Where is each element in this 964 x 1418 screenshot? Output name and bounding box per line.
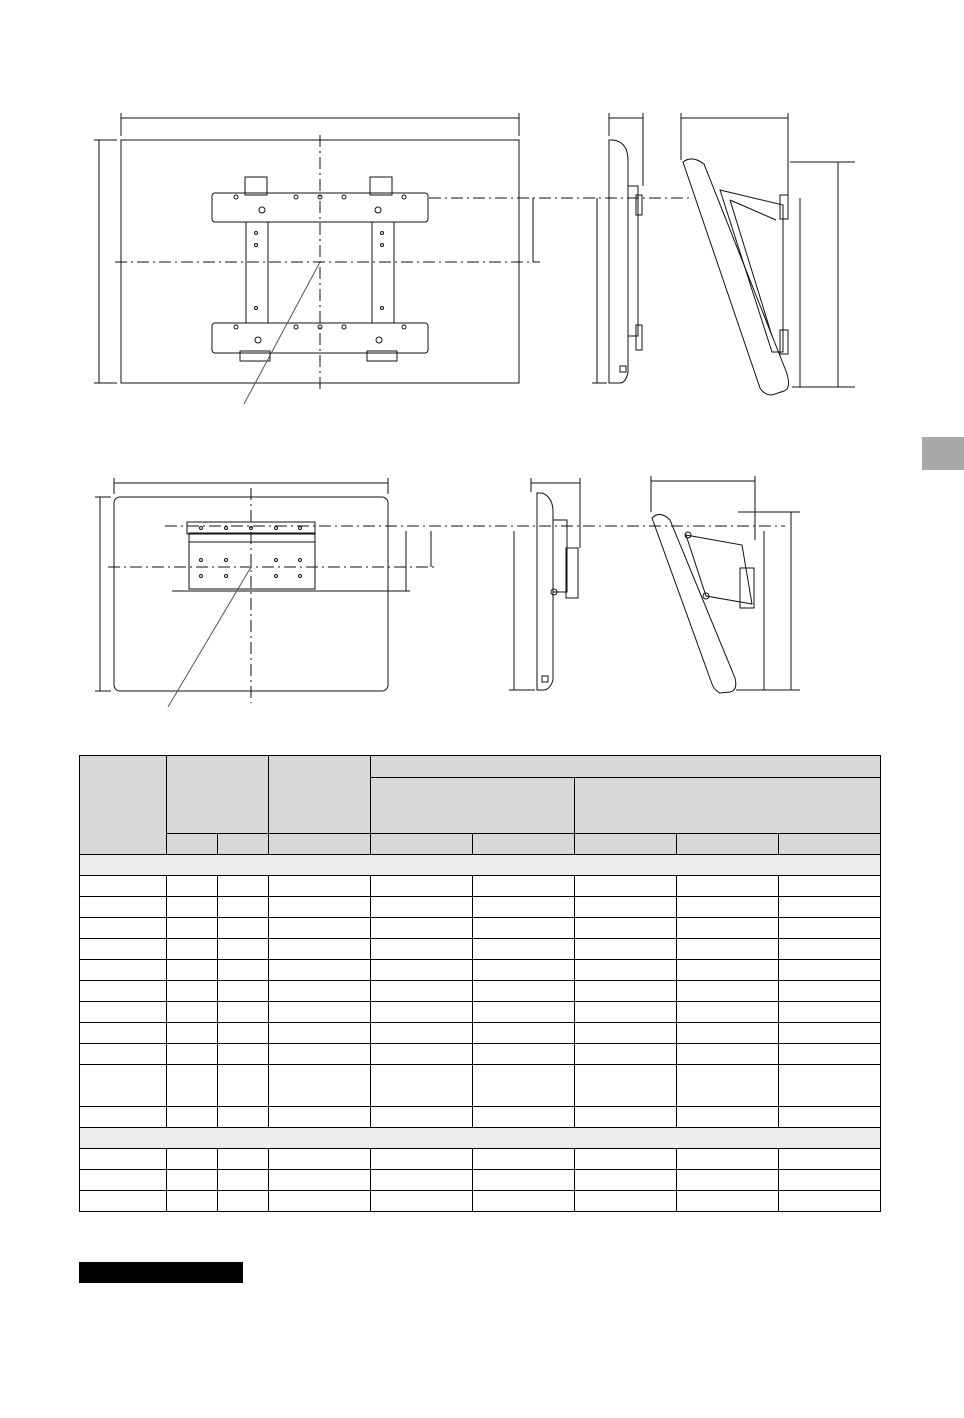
table-cell [371,1149,473,1170]
table-cell [473,897,575,918]
table-cell [167,1191,218,1212]
table-cell [677,1107,779,1128]
header-weight-cell [269,756,371,834]
table-cell [218,1023,269,1044]
table-cell [371,1191,473,1212]
section-cell [80,1128,881,1149]
table-cell [269,1191,371,1212]
table-cell [269,1149,371,1170]
table-row [80,1065,881,1107]
table-cell [677,1149,779,1170]
small-monitor-figure [95,476,800,707]
table-cell [80,939,167,960]
table-cell [779,1170,881,1191]
table-cell [269,981,371,1002]
table-cell [575,939,677,960]
table-cell [218,939,269,960]
monitor-side-outline [609,140,628,383]
table-cell [575,897,677,918]
table-cell [218,1065,269,1107]
table-cell [677,1170,779,1191]
table-cell [218,1107,269,1128]
table-cell [371,918,473,939]
table-cell [575,1065,677,1107]
header-subgroup-cell [371,778,575,834]
table-row [80,1149,881,1170]
table-cell [269,876,371,897]
table-cell [167,1107,218,1128]
table-cell [218,981,269,1002]
table-cell [575,960,677,981]
header-column-cell [779,834,881,855]
table-cell [218,897,269,918]
table-cell [167,1065,218,1107]
table-cell [269,1023,371,1044]
header-column-cell [218,834,269,855]
table-cell [473,1149,575,1170]
table-cell [80,897,167,918]
header-subgroup-cell [575,778,881,834]
table-cell [677,876,779,897]
section-cell [80,855,881,876]
table-cell [575,981,677,1002]
table-cell [371,1002,473,1023]
bracket-side-profile [553,520,567,592]
table-cell [473,939,575,960]
table-cell [473,1191,575,1212]
table-cell [80,1149,167,1170]
table-cell [371,981,473,1002]
table-cell [371,1065,473,1107]
section-tab [922,437,964,470]
table-cell [269,897,371,918]
table-row [80,960,881,981]
table-cell [80,981,167,1002]
header-row [80,834,881,855]
table-cell [371,960,473,981]
upper-left-hook [245,177,267,195]
table-cell [779,876,881,897]
table-cell [167,981,218,1002]
table-cell [677,1191,779,1212]
table-cell [218,960,269,981]
table-cell [269,1107,371,1128]
small-side-view-flush [509,478,580,690]
small-side-view-tilted [651,476,800,693]
table-cell [269,1002,371,1023]
table-cell [473,876,575,897]
table-cell [218,1149,269,1170]
table-cell [779,1149,881,1170]
table-cell [269,1170,371,1191]
table-cell [371,1170,473,1191]
table-cell [80,1023,167,1044]
table-cell [80,918,167,939]
table-cell [218,1044,269,1065]
table-cell [167,918,218,939]
table-cell [575,1191,677,1212]
table-row [80,1023,881,1044]
table-row [80,1002,881,1023]
header-column-cell [473,834,575,855]
table-cell [779,1002,881,1023]
table-row [80,981,881,1002]
header-group-cell [167,756,269,834]
table-cell [473,960,575,981]
table-cell [779,918,881,939]
table-cell [167,960,218,981]
table-cell [779,960,881,981]
table-cell [473,918,575,939]
header-column-cell [677,834,779,855]
table-row [80,1044,881,1065]
table-cell [677,939,779,960]
large-side-view-flush [592,113,643,383]
table-row [80,1107,881,1128]
table-cell [218,1170,269,1191]
table-cell [371,876,473,897]
table-cell [779,1065,881,1107]
large-front-view [94,113,690,404]
table-cell [473,981,575,1002]
table-cell [677,981,779,1002]
tilt-arm [686,535,752,604]
table-cell [575,1149,677,1170]
table-cell [80,1107,167,1128]
table-cell [677,1023,779,1044]
table-cell [80,960,167,981]
table-cell [779,897,881,918]
upper-right-hook [370,177,392,195]
section-row [80,855,881,876]
table-cell [473,1002,575,1023]
section-row [80,1128,881,1149]
table-row [80,918,881,939]
leader-line [168,567,251,707]
table-cell [779,1044,881,1065]
tilted-monitor-outline [683,159,789,395]
table-cell [80,1044,167,1065]
table-cell [779,981,881,1002]
table-cell [575,1044,677,1065]
table-cell [167,1170,218,1191]
table-cell [269,960,371,981]
table-cell [473,1023,575,1044]
header-model-cell [80,756,167,855]
table-cell [80,1191,167,1212]
table-cell [779,1191,881,1212]
table-cell [677,1002,779,1023]
table-cell [218,918,269,939]
black-label-box [79,1262,243,1283]
main-mount-plate [189,542,315,589]
table-cell [779,939,881,960]
table-cell [371,897,473,918]
large-monitor-figure [94,113,855,404]
table-cell [473,1170,575,1191]
header-column-cell [371,834,473,855]
table-cell [677,897,779,918]
table-cell [167,1023,218,1044]
table-cell [80,876,167,897]
small-front-view [95,478,785,707]
table-cell [575,876,677,897]
table-row [80,1191,881,1212]
table-cell [371,1044,473,1065]
table-cell [269,939,371,960]
table-cell [218,1191,269,1212]
table-cell [80,1002,167,1023]
dimensions-table [79,755,881,1212]
table-cell [167,897,218,918]
table-cell [677,918,779,939]
table-row [80,939,881,960]
table-row [80,897,881,918]
table-cell [779,1107,881,1128]
table-cell [371,939,473,960]
table-cell [167,939,218,960]
table-cell [167,876,218,897]
table-cell [677,960,779,981]
table-cell [371,1023,473,1044]
table-cell [269,918,371,939]
table-cell [677,1044,779,1065]
table-cell [575,918,677,939]
table-cell [167,1044,218,1065]
table-cell [575,1023,677,1044]
table-cell [575,1002,677,1023]
table-cell [80,1170,167,1191]
table-row [80,876,881,897]
header-column-cell [269,834,371,855]
table-cell [218,876,269,897]
table-cell [80,1065,167,1107]
table-cell [779,1023,881,1044]
table-cell [575,1170,677,1191]
table-row [80,1170,881,1191]
header-dimensions-cell [371,756,881,778]
table-cell [473,1107,575,1128]
header-column-cell [167,834,218,855]
table-cell [167,1002,218,1023]
table-cell [473,1065,575,1107]
table-cell [575,1107,677,1128]
header-column-cell [575,834,677,855]
large-side-view-tilted [681,113,855,395]
table-cell [167,1149,218,1170]
table-cell [218,1002,269,1023]
table-cell [371,1107,473,1128]
table-cell [677,1065,779,1107]
table-cell [269,1065,371,1107]
table-cell [269,1044,371,1065]
header-row [80,756,881,778]
table-cell [473,1044,575,1065]
